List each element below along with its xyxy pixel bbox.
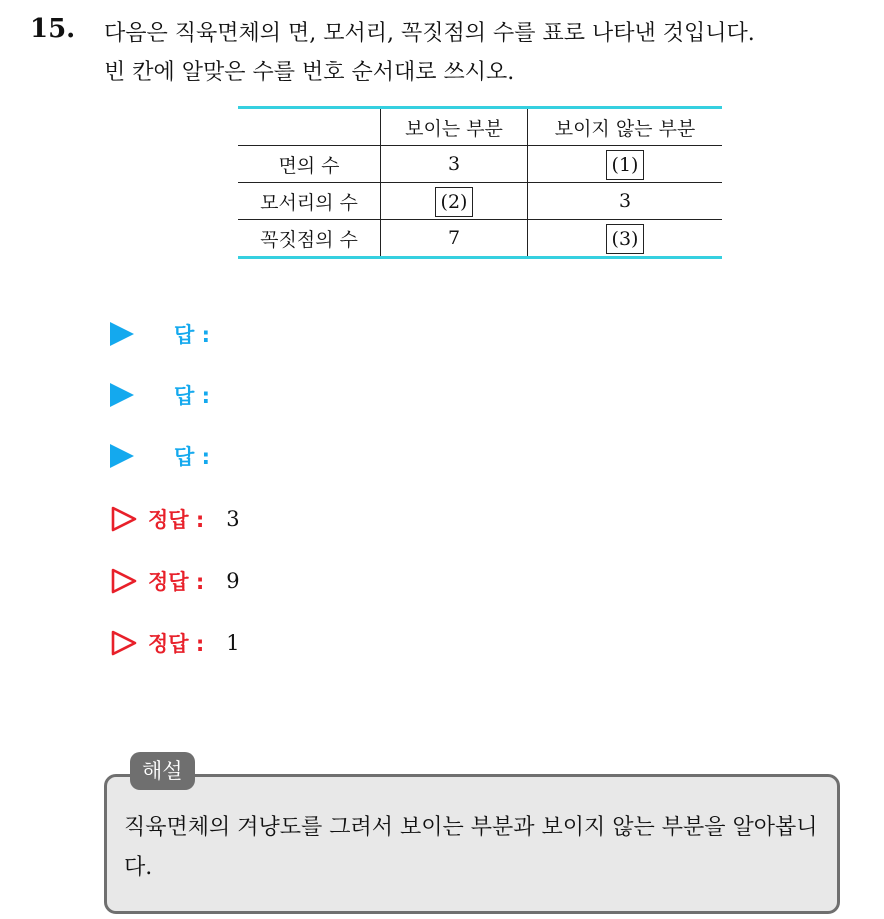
explanation-tab: 해설	[130, 752, 195, 790]
outline-triangle-icon	[110, 629, 138, 657]
blank-box-2: (2)	[435, 187, 474, 217]
table-header-cell: 보이는 부분	[381, 108, 528, 146]
data-table	[238, 106, 722, 259]
solution-value: 9	[226, 569, 240, 593]
solution-label: 정답 :	[148, 508, 205, 532]
explanation-text: 직육면체의 겨냥도를 그려서 보이는 부분과 보이지 않는 부분을 알아봅니다.	[124, 815, 818, 880]
row-label: 꼭짓점의 수	[238, 220, 381, 258]
play-triangle-icon	[110, 322, 134, 346]
table-cell	[528, 146, 723, 183]
table-row	[238, 220, 722, 258]
question-text-line-1: 다음은 직육면체의 면, 모서리, 꼭짓점의 수를 표로 나타낸 것입니다.	[104, 21, 755, 46]
table-header-cell	[238, 108, 381, 146]
table-header-cell: 보이지 않는 부분	[528, 108, 723, 146]
outline-triangle-icon	[110, 567, 138, 595]
solution-line-3	[110, 628, 240, 658]
table-cell: 7	[381, 220, 528, 258]
row-label: 면의 수	[238, 146, 381, 183]
table-header-row	[238, 108, 722, 146]
answer-line-3[interactable]	[110, 441, 210, 471]
solution-label: 정답 :	[148, 570, 205, 594]
solution-line-2	[110, 566, 240, 596]
question-text-line-2: 빈 칸에 알맞은 수를 번호 순서대로 쓰시오.	[104, 60, 515, 85]
table-cell	[528, 220, 723, 258]
table-row	[238, 146, 722, 183]
solution-label: 정답 :	[148, 632, 205, 656]
blank-box-3: (3)	[606, 224, 645, 254]
table-cell	[381, 183, 528, 220]
table-cell: 3	[381, 146, 528, 183]
solution-value: 1	[226, 631, 240, 655]
answer-label: 답 :	[174, 384, 210, 408]
row-label: 모서리의 수	[238, 183, 381, 220]
table-row	[238, 183, 722, 220]
solution-line-1	[110, 504, 240, 534]
table-cell: 3	[528, 183, 723, 220]
answer-label: 답 :	[174, 445, 210, 469]
answer-label: 답 :	[174, 323, 210, 347]
outline-triangle-icon	[110, 505, 138, 533]
play-triangle-icon	[110, 444, 134, 468]
play-triangle-icon	[110, 383, 134, 407]
question-number: 15.	[30, 14, 76, 44]
solution-value: 3	[226, 507, 240, 531]
answer-line-2[interactable]	[110, 380, 210, 410]
blank-box-1: (1)	[606, 150, 645, 180]
answer-line-1[interactable]	[110, 319, 210, 349]
